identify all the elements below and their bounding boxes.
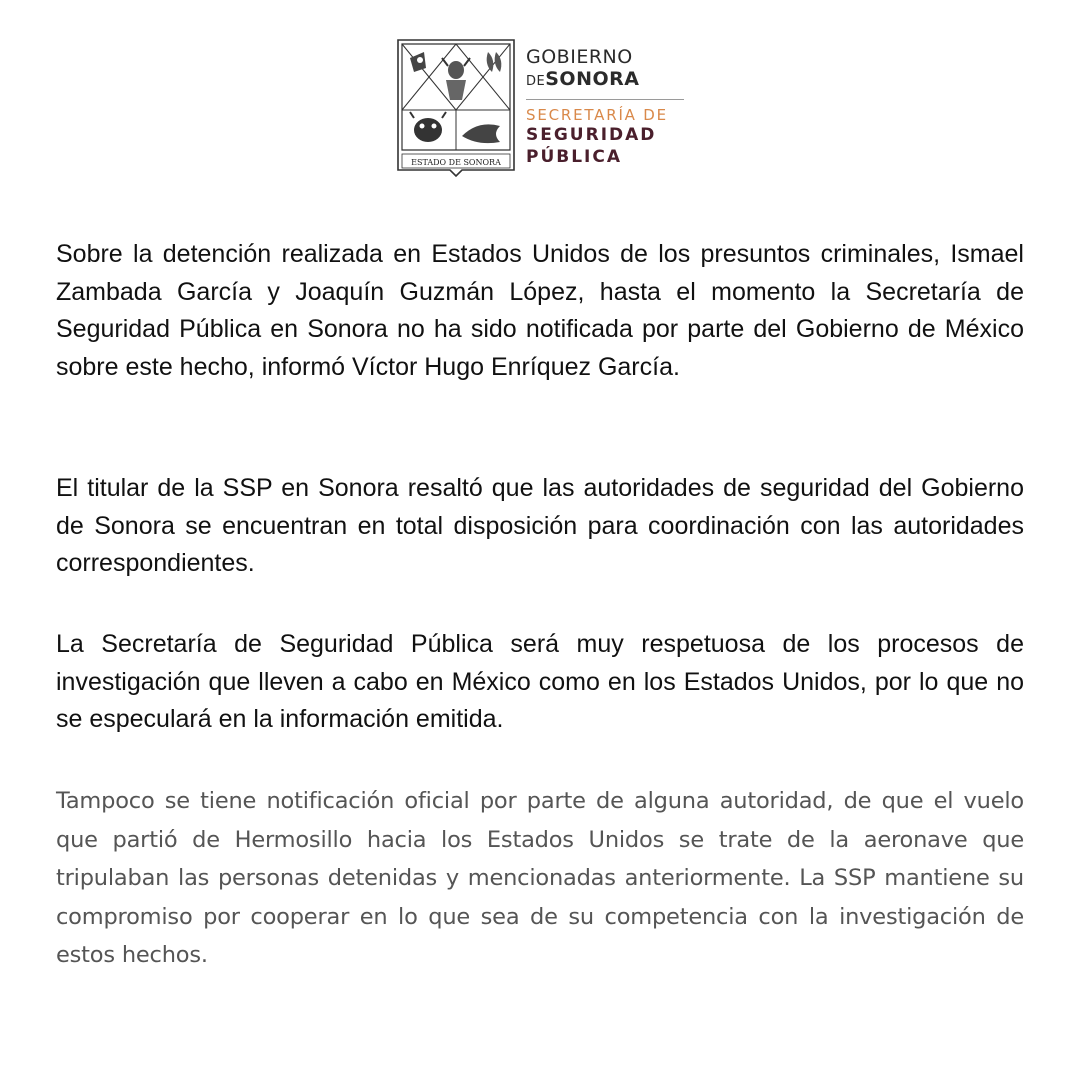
paragraph-coordination: El titular de la SSP en Sonora resaltó que las autoridades de seguridad del Gobierno de Sonora se encuentran en total disposición para coordinación con las autoridades correspondientes. [56,474,1024,577]
sonora-text: SONORA [545,68,640,90]
estado-de-sonora-crest-icon [396,38,516,178]
de-text: DE [526,74,546,89]
paragraph-flight-notification: Tampoco se tiene notificación oficial por parte de alguna autoridad, de que el vuelo que partió de Hermosillo hacia los Estados Unidos se trate de la aeronave que tripulaban las personas detenidas y mencionadas anteriormente. La SSP mantiene su compromiso por cooperar en lo que sea de su competencia con la investigación de estos hechos. [56,788,1024,968]
paragraph-detention: Sobre la detención realizada en Estados Unidos de los presuntos criminales, Ismael Zambada García y Joaquín Guzmán López, hasta el momento la Secretaría de Seguridad Pública en Sonora no ha sido notificada por parte del Gobierno de México sobre este hecho, informó Víctor Hugo Enríquez García. [56,240,1024,381]
gobierno-text: GOBIERNO [526,46,633,68]
paragraph-investigation: La Secretaría de Seguridad Pública será muy respetuosa de los procesos de investigación que lleven a cabo en México como en los Estados Unidos, por lo que no se especulará en la información emitida. [56,630,1024,733]
publica-text: PÚBLICA [526,147,623,167]
seguridad-text: SEGURIDAD [526,125,657,145]
secretaria-de-text: SECRETARÍA DE [526,106,668,124]
de-sonora-text [526,68,686,93]
header-logos [396,38,696,180]
svg-text:ESTADO DE SONORA: ESTADO DE SONORA [411,158,501,167]
brand-block [526,46,686,168]
brand-divider [526,99,684,100]
